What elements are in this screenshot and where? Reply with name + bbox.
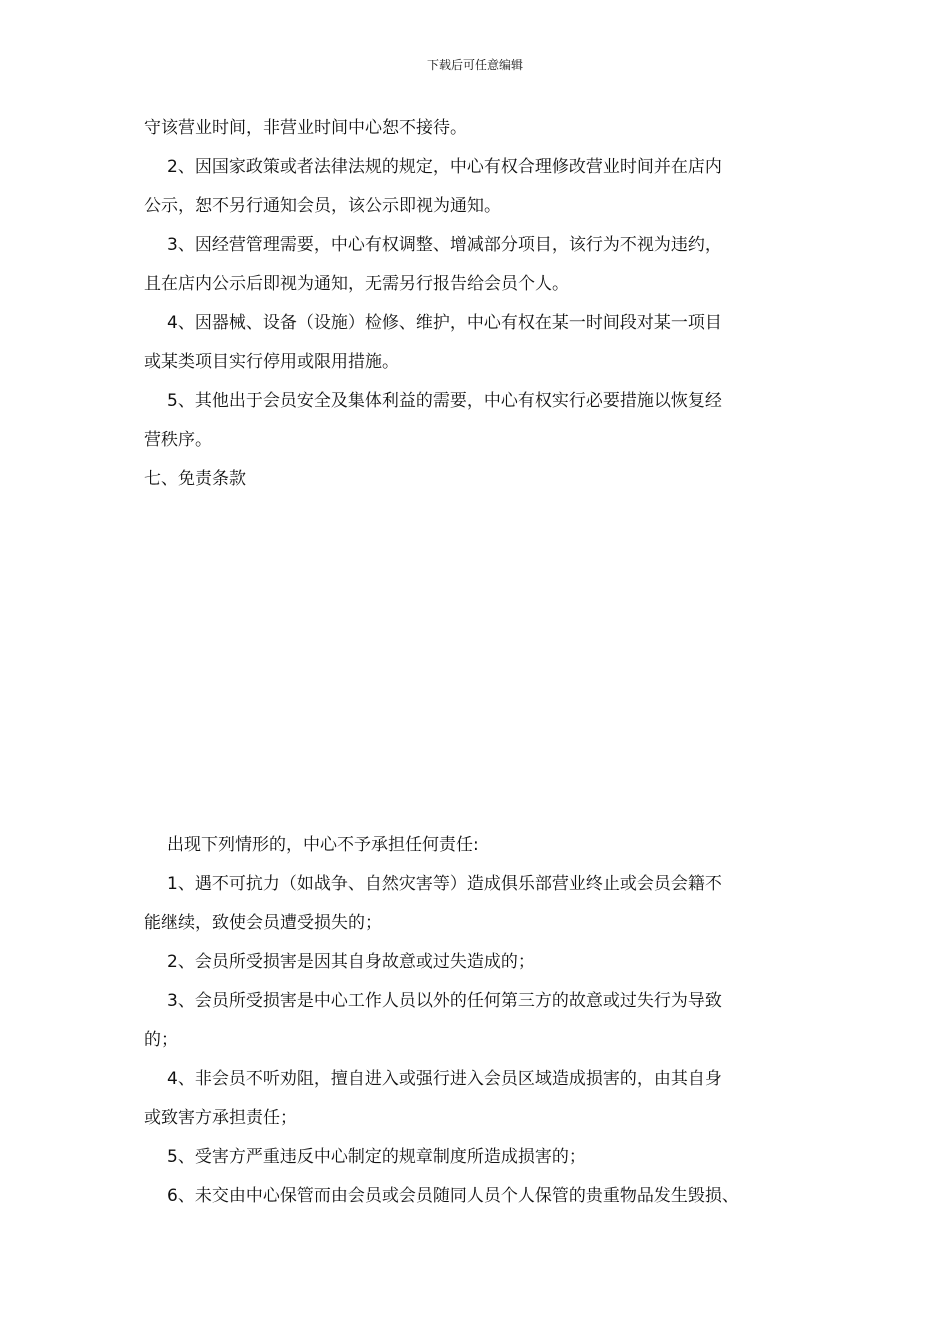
paragraph-line: 4、因器械、设备（设施）检修、维护，中心有权在某一时间段对某一项目 — [167, 313, 722, 333]
paragraph-line: 且在店内公示后即视为通知，无需另行报告给会员个人。 — [144, 274, 569, 294]
paragraph-line: 公示，恕不另行通知会员，该公示即视为通知。 — [144, 196, 501, 216]
paragraph-line: 4、非会员不听劝阻，擅自进入或强行进入会员区域造成损害的，由其自身 — [167, 1069, 722, 1089]
paragraph-line: 营秩序。 — [144, 430, 212, 450]
paragraph-line: 3、会员所受损害是中心工作人员以外的任何第三方的故意或过失行为导致 — [167, 991, 722, 1011]
paragraph-line: 守该营业时间，非营业时间中心恕不接待。 — [144, 118, 467, 138]
paragraph-line: 能继续，致使会员遭受损失的； — [144, 913, 382, 933]
paragraph-line: 或致害方承担责任； — [144, 1108, 297, 1128]
paragraph-line: 2、因国家政策或者法律法规的规定，中心有权合理修改营业时间并在店内 — [167, 157, 722, 177]
paragraph-line: 6、未交由中心保管而由会员或会员随同人员个人保管的贵重物品发生毁损、 — [167, 1186, 739, 1206]
paragraph-line: 5、其他出于会员安全及集体利益的需要，中心有权实行必要措施以恢复经 — [167, 391, 722, 411]
paragraph-line: 出现下列情形的，中心不予承担任何责任: — [167, 835, 479, 855]
paragraph-line: 的； — [144, 1030, 178, 1050]
paragraph-line: 3、因经营管理需要，中心有权调整、增减部分项目，该行为不视为违约， — [167, 235, 722, 255]
paragraph-line: 或某类项目实行停用或限用措施。 — [144, 352, 399, 372]
page-header: 下载后可任意编辑 — [426, 58, 523, 72]
paragraph-line: 2、会员所受损害是因其自身故意或过失造成的； — [167, 952, 535, 972]
top-section — [144, 109, 744, 499]
section-heading: 七、免责条款 — [144, 469, 246, 489]
bottom-section — [144, 826, 744, 1216]
paragraph-line: 5、受害方严重违反中心制定的规章制度所造成损害的； — [167, 1147, 586, 1167]
paragraph-line: 1、遇不可抗力（如战争、自然灾害等）造成俱乐部营业终止或会员会籍不 — [167, 874, 722, 894]
